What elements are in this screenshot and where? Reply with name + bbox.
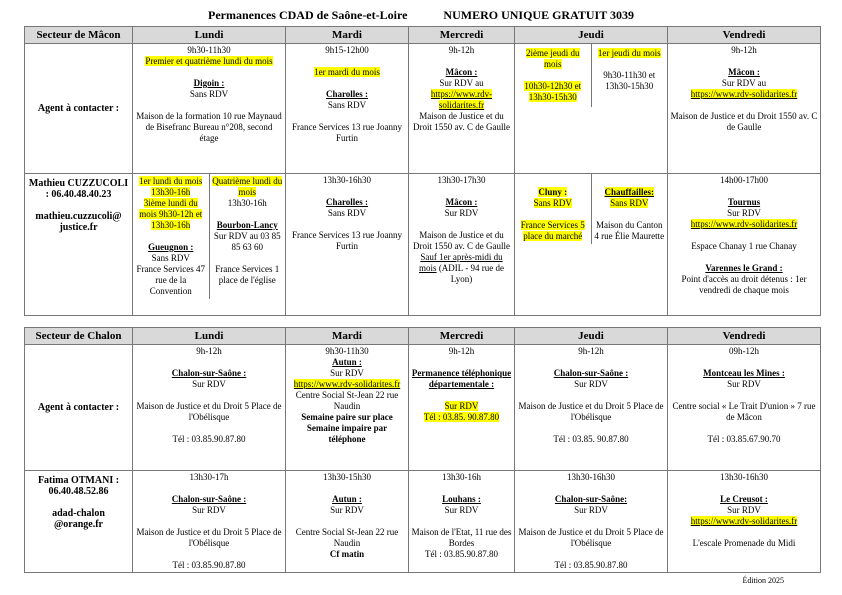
day-header: Vendredi [668,27,821,44]
slot-cell: 9h15-12h00 1er mardi du mois Charolles : Sans RDV France Services 13 rue Joanny Furtin [286,44,409,174]
slot-cell: 9h-12h Chalon-sur-Saône : Sur RDV Maison de Justice et du Droit 5 Place de l'Obélisque Tél : 03.85. 90.87.80 [515,345,668,471]
day-header: Jeudi [515,328,668,345]
day-header: Jeudi [515,27,668,44]
slot-cell: 13h30-16h30 Chalon-sur-Saône: Sur RDV Maison de Justice et du Droit 5 Place de l'Obélisque Tél : 03.85.90.87.80 [515,471,668,573]
slot-cell: 09h-12h Montceau les Mines : Sur RDV Centre social « Le Trait D'union » 7 rue de Mâcon Tél : 03.85.67.90.70 [668,345,821,471]
slot-cell: 13h30-16h Louhans : Sur RDV Maison de l'Etat, 11 rue des Bordes Tél : 03.85.90.87.80 [409,471,515,573]
title-right: NUMERO UNIQUE GRATUIT 3039 [443,8,634,22]
title-left: Permanences CDAD de Saône-et-Loire [208,8,408,22]
slot-cell: 1er lundi du mois 13h30-16h 3ième lundi du mois 9h30-12h et 13h30-16h Gueugnon : Sans RDV France Services 47 rue de la Convention Quatrième lundi du mois 13h30-16h Bourbon-Lancy Sur RDV au 03 85 85 63 60 France Services 1 place de l'église [133,174,286,316]
slot-cell: Cluny : Sans RDV France Services 5 place du marché Chauffailles: Sans RDV Maison du Canton 4 rue Élie Maurette [515,174,668,316]
day-header: Vendredi [668,328,821,345]
rdv-link[interactable]: https://www.rdv-solidarites.fr [430,89,493,110]
slot-cell: 9h-12h Permanence téléphonique départementale : Sur RDV Tél : 03.85. 90.87.80 [409,345,515,471]
agent-label: Agent à contacter : [25,345,133,471]
macon-table [24,26,821,316]
rdv-link[interactable]: https://www.rdv-solidarites.fr [690,89,798,99]
slot-cell: 13h30-16h30 Le Creusot : Sur RDV https://www.rdv-solidarites.fr L'escale Promenade du Midi [668,471,821,573]
rdv-link[interactable]: https://www.rdv-solidarites.fr [690,219,798,229]
slot-cell: 9h-12h Chalon-sur-Saône : Sur RDV Maison de Justice et du Droit 5 Place de l'Obélisque Tél : 03.85.90.87.80 [133,345,286,471]
chalon-table [24,327,821,573]
day-header: Mercredi [409,328,515,345]
slot-cell: 14h00-17h00 Tournus Sur RDV https://www.rdv-solidarites.fr Espace Chanay 1 rue Chanay Varennes le Grand : Point d'accès au droit détenus : 1er vendredi de chaque mois [668,174,821,316]
agent-email[interactable]: mathieu.cuzzucoli@ justice.fr [35,211,122,233]
day-header: Mercredi [409,27,515,44]
day-header: Mardi [286,328,409,345]
agent-contact: Mathieu CUZZUCOLI : 06.40.48.40.23 mathieu.cuzzucoli@ justice.fr [25,174,133,316]
slot-cell: 9h30-11h30 Premier et quatrième lundi du mois Digoin : Sans RDV Maison de la formation 10 rue Maynaud de Bisefranc Bureau n°208, second étage [133,44,286,174]
agent-label: Agent à contacter : [25,44,133,174]
day-header: Lundi [133,328,286,345]
day-header: Lundi [133,27,286,44]
slot-cell: 13h30-15h30 Autun : Sur RDV Centre Social St-Jean 22 rue Naudin Cf matin [286,471,409,573]
slot-cell: 9h30-11h30 Autun : Sur RDV https://www.rdv-solidarites.fr Centre Social St-Jean 22 rue Naudin Semaine paire sur place Semaine impaire par téléphone [286,345,409,471]
slot-cell: 9h-12h Mâcon : Sur RDV au https://www.rdv-solidarites.fr Maison de Justice et du Droit 1550 av. C de Gaulle [668,44,821,174]
day-header: Mardi [286,27,409,44]
slot-cell: 13h30-17h30 Mâcon : Sur RDV Maison de Justice et du Droit 1550 av. C de Gaulle Sauf 1er après-midi du mois (ADIL - 94 rue de Lyon) [409,174,515,316]
rdv-link[interactable]: https://www.rdv-solidarites.fr [293,379,401,389]
agent-contact: Fatima OTMANI : 06.40.48.52.86 adad-chalon @orange.fr [25,471,133,573]
sector-header: Secteur de Chalon [25,328,133,345]
edition-note: Édition 2025 [742,576,784,585]
agent-email[interactable]: adad-chalon @orange.fr [52,508,105,530]
rdv-link[interactable]: https://www.rdv-solidarites.fr [690,516,798,526]
page-title [0,8,842,23]
slot-cell: 13h30-17h Chalon-sur-Saône : Sur RDV Maison de Justice et du Droit 5 Place de l'Obélisque Tél : 03.85.90.87.80 [133,471,286,573]
slot-cell: 2ième jeudi du mois 10h30-12h30 et 13h30-15h30 1er jeudi du mois 9h30-11h30 et 13h30-15h30 [515,44,668,174]
slot-cell: 9h-12h Mâcon : Sur RDV au https://www.rdv-solidarites.fr Maison de Justice et du Droit 1550 av. C de Gaulle [409,44,515,174]
sector-header: Secteur de Mâcon [25,27,133,44]
slot-cell: 13h30-16h30 Charolles : Sans RDV France Services 13 rue Joanny Furtin [286,174,409,316]
